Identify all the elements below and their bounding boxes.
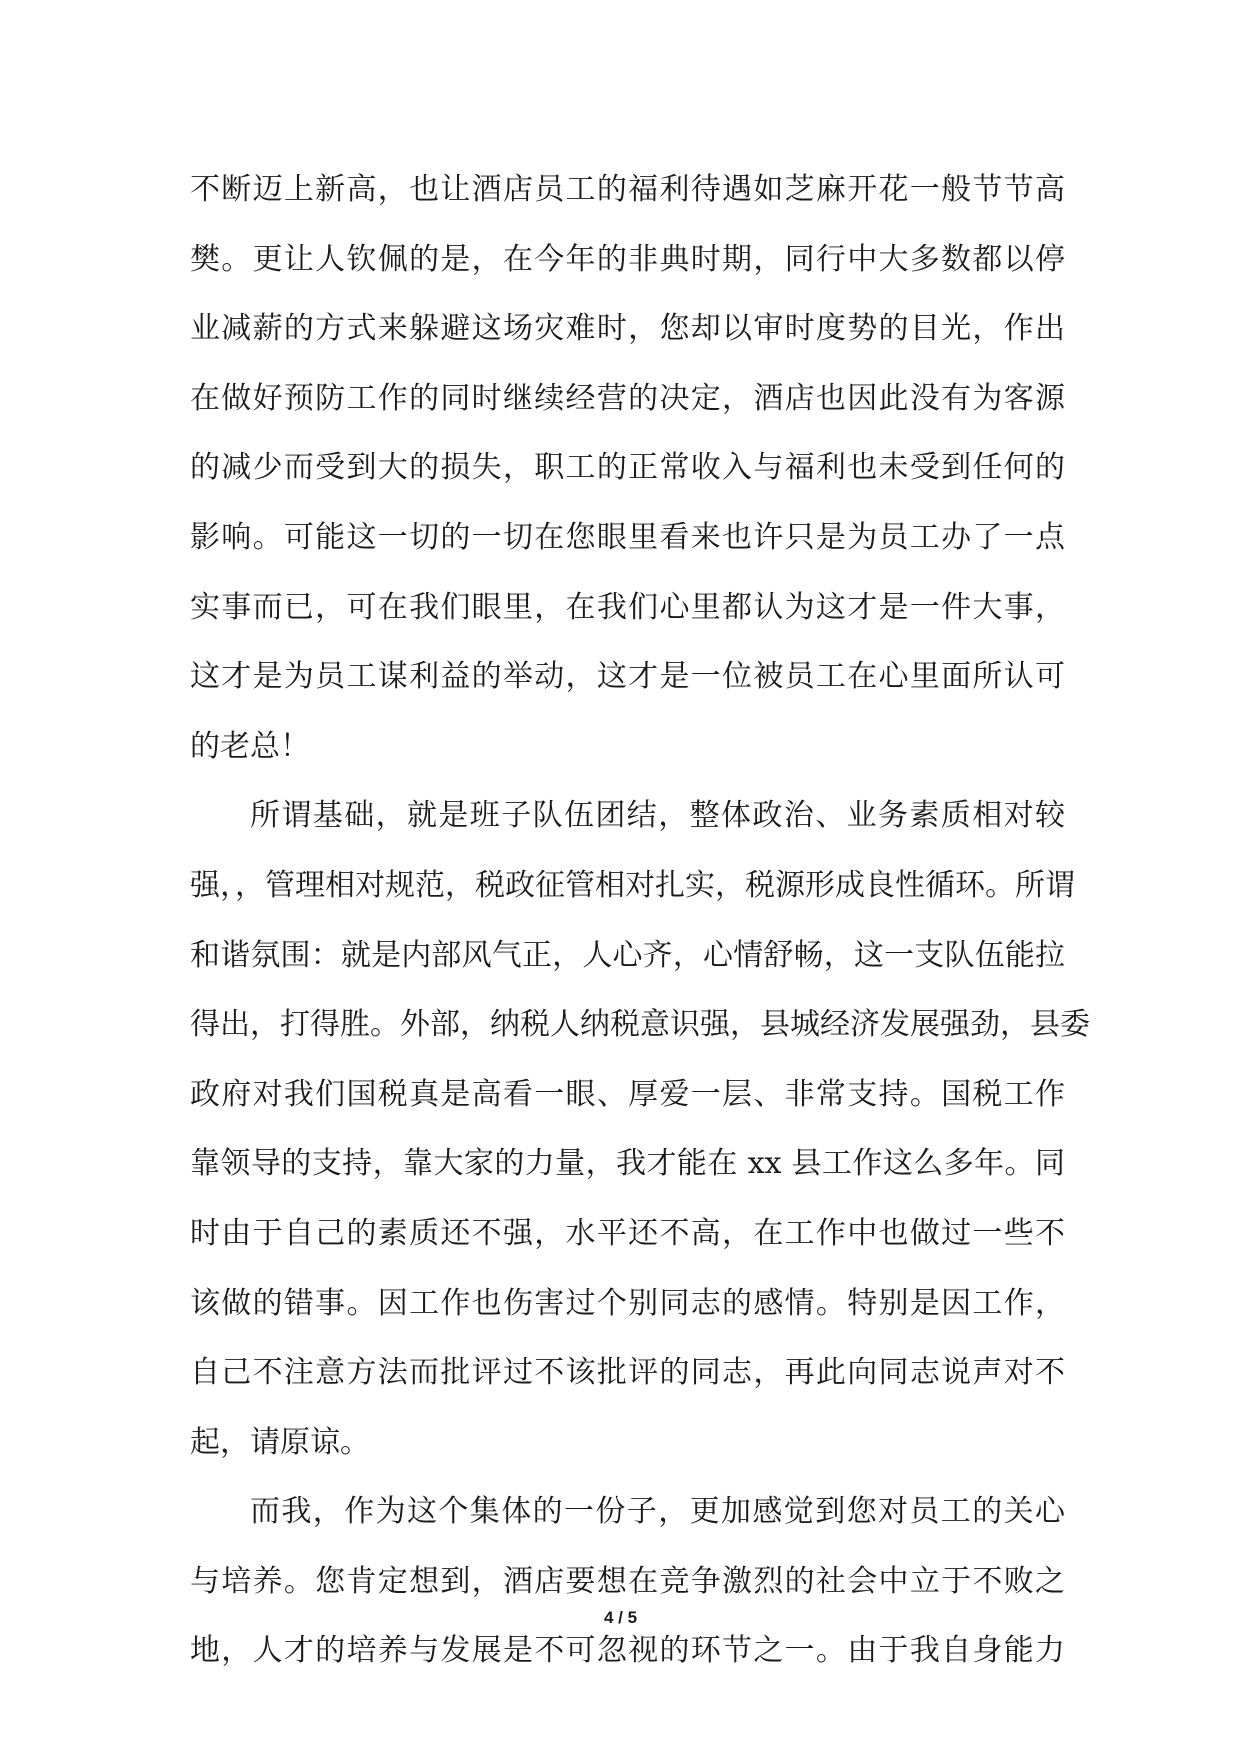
document-body	[190, 155, 1090, 1686]
text-line: 与培养。您肯定想到，酒店要想在竞争激烈的社会中立于不败之	[190, 1563, 1065, 1599]
text-line: 的老总！	[190, 728, 310, 764]
text-line: 在做好预防工作的同时继续经营的决定，酒店也因此没有为客源	[190, 380, 1065, 416]
paragraph-first-line: 而我，作为这个集体的一份子，更加感觉到您对员工的关心	[250, 1494, 1065, 1530]
text-line: 影响。可能这一切的一切在您眼里看来也许只是为员工办了一点	[190, 519, 1065, 555]
text-line: 樊。更让人钦佩的是，在今年的非典时期，同行中大多数都以停	[190, 241, 1065, 277]
text-line: 时由于自己的素质还不强，水平还不高，在工作中也做过一些不	[190, 1215, 1065, 1251]
text-line: 和谐氛围：就是内部风气正，人心齐，心情舒畅，这一支队伍能拉	[190, 937, 1065, 973]
text-line: 得出，打得胜。外部，纳税人纳税意识强，县城经济发展强劲，县委	[190, 1007, 1090, 1043]
text-line: 实事而已，可在我们眼里，在我们心里都认为这才是一件大事，	[190, 589, 1065, 625]
text-line: 这才是为员工谋利益的举动，这才是一位被员工在心里面所认可	[190, 659, 1065, 695]
text-line: 强，，管理相对规范，税政征管相对扎实，税源形成良性循环。所谓	[190, 867, 1075, 903]
text-line: 地，人才的培养与发展是不可忽视的环节之一。由于我自身能力	[190, 1633, 1065, 1669]
text-line: 靠领导的支持，靠大家的力量，我才能在 xx 县工作这么多年。同	[190, 1146, 1065, 1182]
text-line: 自己不注意方法而批评过不该批评的同志，再此向同志说声对不	[190, 1355, 1065, 1391]
text-line: 业减薪的方式来躲避这场灾难时，您却以审时度势的目光，作出	[190, 311, 1065, 347]
page-number: 4 / 5	[603, 1608, 638, 1627]
text-line: 政府对我们国税真是高看一眼、厚爱一层、非常支持。国税工作	[190, 1076, 1065, 1112]
text-line: 不断迈上新高，也让酒店员工的福利待遇如芝麻开花一般节节高	[190, 172, 1065, 207]
text-line: 起，请原谅。	[190, 1424, 370, 1460]
paragraph-first-line: 所谓基础，就是班子队伍团结，整体政治、业务素质相对较	[250, 798, 1065, 834]
text-line: 该做的错事。因工作也伤害过个别同志的感情。特别是因工作，	[190, 1285, 1065, 1321]
text-line: 的减少而受到大的损失，职工的正常收入与福利也未受到任何的	[190, 450, 1065, 486]
